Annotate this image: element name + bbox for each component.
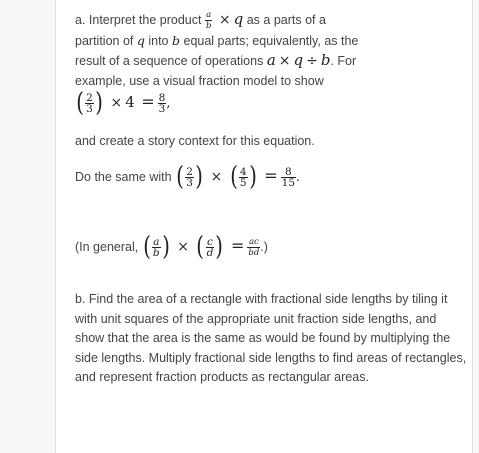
- text-fragment: into: [148, 33, 169, 48]
- story-context-text: and create a story context for this equation.: [75, 134, 315, 148]
- text-fragment: example, use a visual fraction model to show: [75, 73, 324, 88]
- text-fragment: (In general,: [75, 240, 139, 254]
- math-q: q: [136, 32, 145, 48]
- text-fragment: result of a sequence of operations: [75, 54, 264, 69]
- fraction-a-over-b: $\frac{a}{b}$: [205, 9, 212, 32]
- math-b: b: [172, 32, 181, 48]
- math-q: q: [233, 10, 244, 28]
- operation-sequence: a × q ÷ b: [266, 51, 331, 70]
- text-fragment: equal parts; equivalently, as the: [183, 33, 359, 48]
- equation-2: Do the same with ( $\frac{2}{3}$ ) × ( $\frac{4}{5}$ ) = $\frac{8}{15}$ .: [75, 161, 301, 192]
- text-fragment: Do the same with: [75, 170, 172, 184]
- part-b-text: b. Find the area of a rectangle with fractional side lengths by tiling it with unit squares of the appropriate unit fraction side lengths, and show that the area is the same as would be found by multiplying the side lengths. Multiply fractional side lengths to find areas of rectangles, and represent fraction products as rectangular areas.: [75, 292, 467, 384]
- text-fragment: as a parts of a: [246, 13, 326, 27]
- text-fragment: . For: [330, 54, 357, 69]
- part-a-label: a. Interpret the product: [75, 13, 202, 27]
- text-fragment: partition of: [75, 33, 134, 48]
- times-symbol: ×: [218, 12, 231, 28]
- content-panel: [55, 0, 473, 453]
- equation-1: ( $\frac{2}{3}$ ) × 4 = $\frac{8}{3}$ ,: [76, 87, 171, 118]
- general-equation: (In general, ( $\frac{a}{b}$ ) × ( $\frac{c}{d}$ ) = $\frac{ac}{bd}$ .): [75, 231, 268, 262]
- part-a-intro: [75, 10, 467, 91]
